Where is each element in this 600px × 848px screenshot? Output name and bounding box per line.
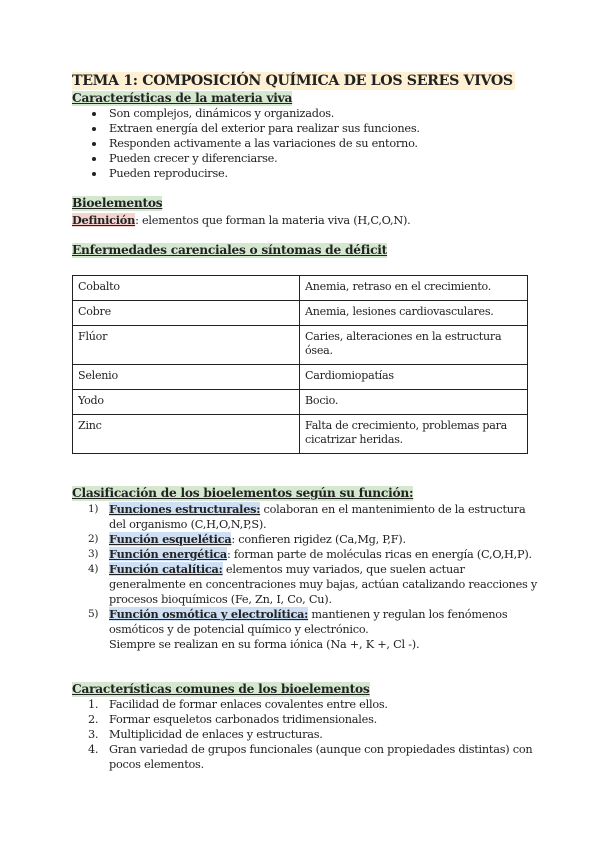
- element-cell: Selenio: [73, 365, 300, 390]
- comunes-list: [72, 697, 542, 772]
- symptom-cell: Cardiomiopatías: [300, 365, 528, 390]
- list-item: Son complejos, dinámicos y organizados.: [72, 106, 542, 121]
- list-item: [72, 562, 542, 607]
- item-number: 1): [88, 503, 99, 515]
- heading-clasificacion: Clasificación de los bioelementos según su función:: [72, 486, 414, 500]
- function-extra-text: Siempre se realizan en su forma iónica (Na +, K +, Cl -).: [109, 638, 420, 651]
- function-label: Funciones estructurales:: [109, 502, 261, 516]
- table-row: [73, 415, 528, 454]
- table-row: [73, 276, 528, 301]
- symptom-cell: Caries, alteraciones en la estructura ósea.: [300, 326, 528, 365]
- item-number: 3): [88, 548, 99, 560]
- list-item: [72, 502, 542, 532]
- function-label: Función catalítica:: [109, 562, 223, 576]
- definition-text: : elementos que forman la materia viva (H,C,O,N).: [135, 214, 411, 227]
- function-text: : confieren rigidez (Ca,Mg, P,F).: [231, 533, 406, 546]
- table-row: [73, 301, 528, 326]
- function-text: mantienen y regulan los fenómenos osmóticos y de potencial químico y electrónico.: [109, 608, 508, 636]
- table-row: [73, 365, 528, 390]
- definition: [72, 213, 411, 228]
- list-item: Pueden crecer y diferenciarse.: [72, 151, 542, 166]
- function-label: Función esquelética: [109, 532, 232, 546]
- list-item: [72, 697, 542, 712]
- heading-enfermedades: Enfermedades carenciales o síntomas de déficit: [72, 243, 388, 257]
- clasificacion-list: [72, 502, 542, 652]
- item-text: Formar esqueletos carbonados tridimensionales.: [109, 713, 377, 726]
- list-item: [72, 712, 542, 727]
- caracteristicas-list: [72, 106, 542, 181]
- symptom-cell: Bocio.: [300, 390, 528, 415]
- list-item: [72, 547, 542, 562]
- symptom-cell: Anemia, lesiones cardiovasculares.: [300, 301, 528, 326]
- element-cell: Cobre: [73, 301, 300, 326]
- item-number: 2.: [88, 713, 99, 726]
- symptom-cell: Falta de crecimiento, problemas para cicatrizar heridas.: [300, 415, 528, 454]
- element-cell: Yodo: [73, 390, 300, 415]
- list-item: Extraen energía del exterior para realizar sus funciones.: [72, 121, 542, 136]
- item-text: Facilidad de formar enlaces covalentes entre ellos.: [109, 698, 388, 711]
- page-title: TEMA 1: COMPOSICIÓN QUÍMICA DE LOS SERES VIVOS: [72, 73, 513, 89]
- heading-caracteristicas: Características de la materia viva: [72, 91, 293, 105]
- deficit-table: [72, 275, 528, 454]
- list-item: [72, 607, 542, 652]
- item-text: Gran variedad de grupos funcionales (aunque con propiedades distintas) con pocos elementos.: [109, 743, 533, 771]
- symptom-cell: Anemia, retraso en el crecimiento.: [300, 276, 528, 301]
- heading-bioelementos: Bioelementos: [72, 196, 163, 210]
- list-item: [72, 532, 542, 547]
- function-label: Función osmótica y electrolítica:: [109, 607, 309, 621]
- list-item: [72, 742, 542, 772]
- element-cell: Zinc: [73, 415, 300, 454]
- element-cell: Flúor: [73, 326, 300, 365]
- item-text: Multiplicidad de enlaces y estructuras.: [109, 728, 323, 741]
- list-item: Pueden reproducirse.: [72, 166, 542, 181]
- item-number: 3.: [88, 728, 99, 741]
- list-item: [72, 727, 542, 742]
- function-text: colaboran en el mantenimiento de la estructura del organismo (C,H,O,N,P,S).: [109, 503, 526, 531]
- function-text: : forman parte de moléculas ricas en energía (C,O,H,P).: [226, 548, 532, 561]
- table-row: [73, 390, 528, 415]
- function-label: Función energética: [109, 547, 227, 561]
- list-item: Responden activamente a las variaciones de su entorno.: [72, 136, 542, 151]
- item-number: 5): [88, 608, 99, 620]
- table-row: [73, 326, 528, 365]
- element-cell: Cobalto: [73, 276, 300, 301]
- heading-comunes: Características comunes de los bioelementos: [72, 682, 370, 696]
- item-number: 2): [88, 533, 99, 545]
- item-number: 1.: [88, 698, 99, 711]
- function-text: elementos muy variados, que suelen actuar generalmente en concentraciones muy bajas, actúan catalizando reacciones y procesos bioquímicos (Fe, Zn, I, Co, Cu).: [109, 563, 538, 606]
- item-number: 4.: [88, 743, 99, 756]
- item-number: 4): [88, 563, 99, 575]
- definition-label: Definición: [72, 213, 136, 227]
